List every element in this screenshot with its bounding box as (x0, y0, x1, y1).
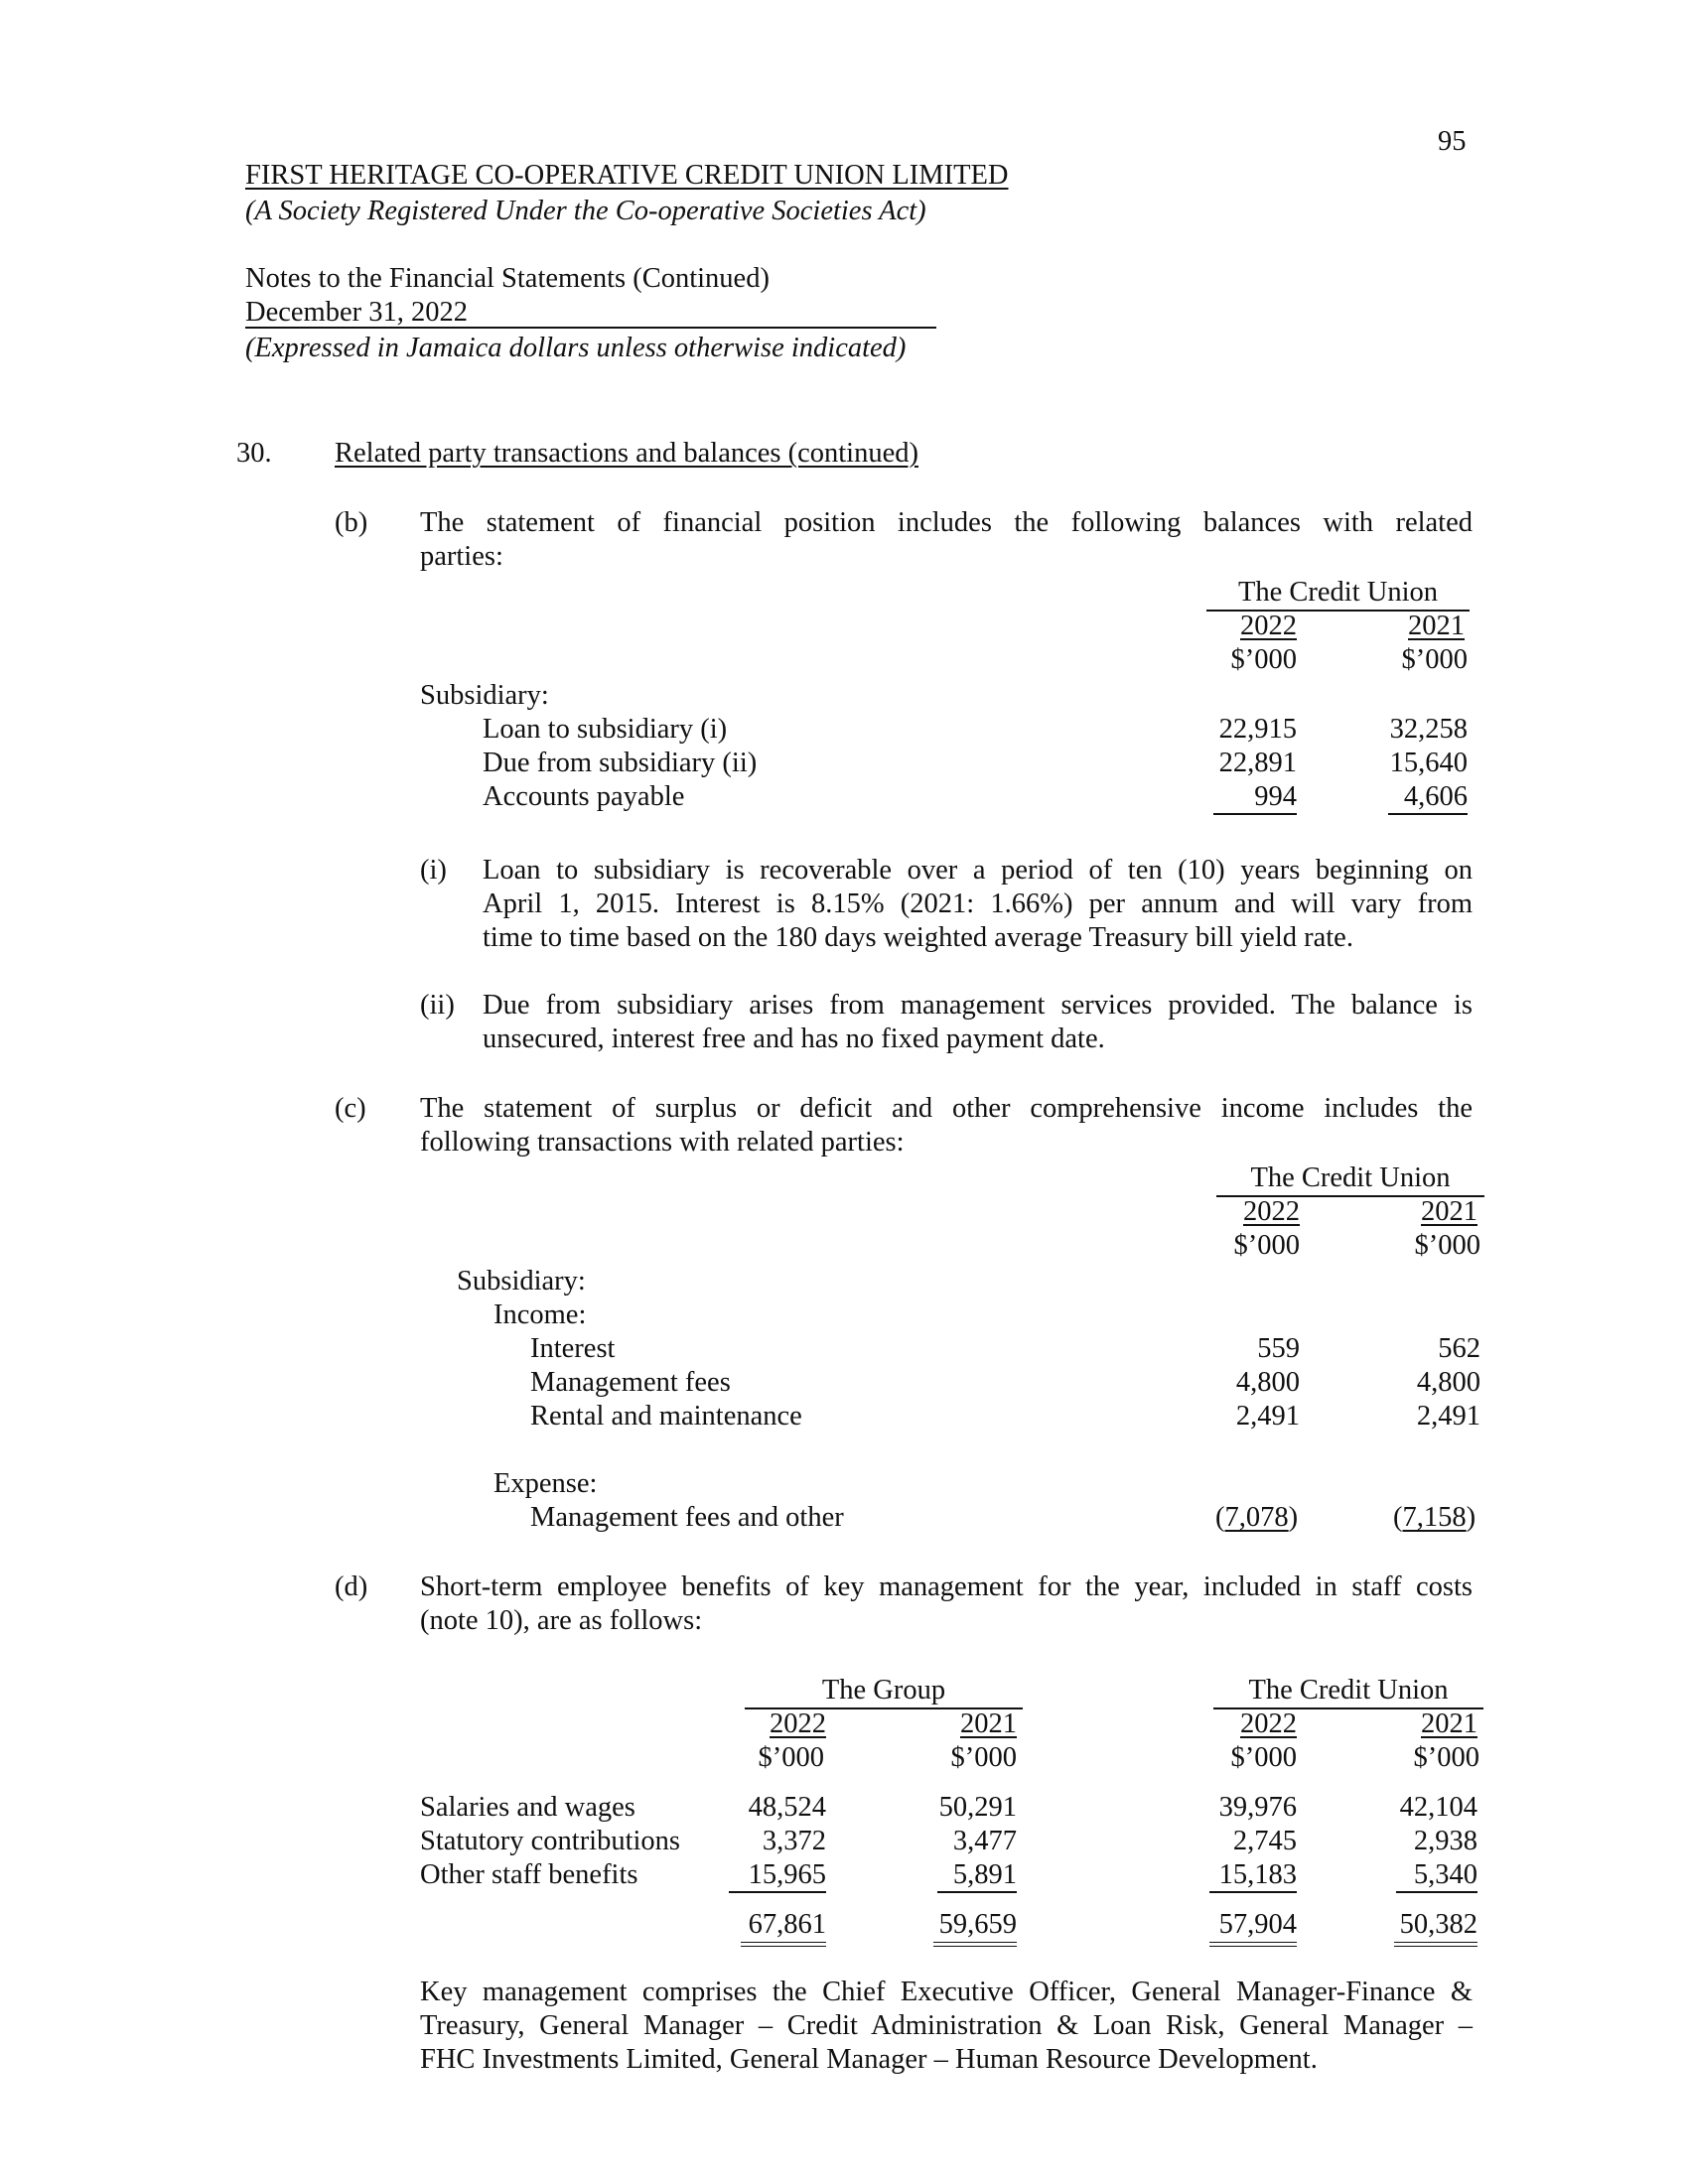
c-income-row-label: Rental and maintenance (530, 1401, 802, 1432)
item-b-intro-line2: parties: (420, 541, 503, 572)
c-table-group-header: The Credit Union (1250, 1162, 1451, 1193)
b-row-value-2022: 22,891 (1218, 748, 1297, 778)
d-year: 2022 (1240, 1708, 1297, 1739)
b-table-group-header: The Credit Union (1237, 577, 1439, 608)
key-management-line3: FHC Investments Limited, General Manager – Human Resource Development. (420, 2044, 1318, 2075)
b-row-value-2021: 4,606 (1403, 781, 1468, 812)
b-row-value-2021: 32,258 (1389, 714, 1468, 745)
b-total-rule-2021 (1388, 813, 1468, 815)
d-unit: $’000 (950, 1742, 1017, 1773)
c-expense-amount-2022: 7,078 (1224, 1502, 1289, 1533)
company-name: FIRST HERITAGE CO-OPERATIVE CREDIT UNION LIMITED (245, 160, 1009, 191)
d-row-value: 5,340 (1413, 1859, 1477, 1890)
b-row-value-2022: 994 (1254, 781, 1297, 812)
note-i-line1: Loan to subsidiary is recoverable over a period of ten (10) years beginning on (483, 855, 1473, 886)
item-c-intro-line1: The statement of surplus or deficit and other comprehensive income includes the (420, 1093, 1473, 1124)
b-table-section-label: Subsidiary: (420, 680, 549, 711)
c-income-value-2021: 4,800 (1416, 1367, 1480, 1398)
key-management-line2: Treasury, General Manager – Credit Administration & Loan Risk, General Manager – (420, 2010, 1473, 2041)
b-total-rule-2022 (1213, 813, 1297, 815)
b-row-value-2021: 15,640 (1389, 748, 1468, 778)
c-expense-row-label: Management fees and other (530, 1502, 844, 1533)
item-b-label: (b) (335, 507, 368, 538)
d-year: 2021 (960, 1708, 1017, 1739)
item-d-label: (d) (335, 1571, 368, 1602)
c-income-row-label: Management fees (530, 1367, 731, 1398)
d-group-header: The Group (821, 1675, 946, 1706)
c-subsidiary-label: Subsidiary: (457, 1266, 586, 1297)
section-title: Related party transactions and balances (continued) (335, 438, 918, 469)
b-table-unit-2021: $’000 (1401, 644, 1468, 675)
d-row-value: 2,745 (1232, 1826, 1297, 1856)
d-row-label: Statutory contributions (420, 1826, 681, 1856)
d-row-label: Salaries and wages (420, 1792, 635, 1823)
c-expense-value-2021: (7,158) (1393, 1502, 1477, 1533)
note-ii-line1: Due from subsidiary arises from management services provided. The balance is (483, 990, 1473, 1021)
item-d-intro-line2: (note 10), are as follows: (420, 1605, 703, 1636)
d-year: 2022 (770, 1708, 826, 1739)
d-total: 67,861 (748, 1909, 826, 1940)
c-table-year-2021: 2021 (1421, 1196, 1477, 1227)
d-row-value: 48,524 (748, 1792, 826, 1823)
item-b-intro-line1: The statement of financial position includes the following balances with related (420, 507, 1473, 538)
page-number: 95 (1438, 126, 1467, 157)
c-table-year-2022: 2022 (1243, 1196, 1300, 1227)
d-row-value: 15,965 (748, 1859, 826, 1890)
c-expense-amount-2021: 7,158 (1402, 1502, 1467, 1533)
c-income-value-2021: 2,491 (1416, 1401, 1480, 1432)
c-income-label: Income: (493, 1299, 587, 1330)
d-row-value: 3,372 (762, 1826, 826, 1856)
c-income-value-2022: 559 (1257, 1333, 1300, 1364)
d-row-value: 5,891 (952, 1859, 1017, 1890)
c-table-unit-2021: $’000 (1414, 1230, 1480, 1261)
d-row-value: 3,477 (952, 1826, 1017, 1856)
statement-date: December 31, 2022 (245, 297, 468, 328)
c-table-unit-2022: $’000 (1233, 1230, 1300, 1261)
c-income-row-label: Interest (530, 1333, 616, 1364)
d-unit: $’000 (1413, 1742, 1479, 1773)
d-subtotal-rule (1209, 1891, 1297, 1893)
d-total: 50,382 (1399, 1909, 1477, 1940)
c-income-value-2022: 4,800 (1235, 1367, 1300, 1398)
c-expense-value-2022: (7,078) (1215, 1502, 1299, 1533)
b-row-label: Accounts payable (483, 781, 685, 812)
b-table-year-2021: 2021 (1408, 611, 1465, 641)
currency-note: (Expressed in Jamaica dollars unless otherwise indicated) (245, 333, 907, 363)
d-total-double-rule (933, 1942, 1017, 1947)
note-ii-line2: unsecured, interest free and has no fixed payment date. (483, 1024, 1105, 1054)
d-row-value: 15,183 (1218, 1859, 1297, 1890)
c-income-value-2022: 2,491 (1235, 1401, 1300, 1432)
d-total-double-rule (741, 1942, 826, 1947)
note-i-line3: time to time based on the 180 days weighted average Treasury bill yield rate. (483, 922, 1353, 953)
c-income-value-2021: 562 (1438, 1333, 1480, 1364)
d-cu-header: The Credit Union (1248, 1675, 1449, 1706)
note-i-line2: April 1, 2015. Interest is 8.15% (2021: 1.66%) per annum and will vary from (483, 888, 1473, 919)
b-table-unit-2022: $’000 (1230, 644, 1297, 675)
section-number: 30. (236, 438, 272, 469)
d-subtotal-rule (1396, 1891, 1477, 1893)
b-table-year-2022: 2022 (1240, 611, 1297, 641)
d-row-value: 39,976 (1218, 1792, 1297, 1823)
key-management-line1: Key management comprises the Chief Executive Officer, General Manager-Finance & (420, 1977, 1473, 2007)
d-subtotal-rule (729, 1891, 826, 1893)
note-i-label: (i) (420, 855, 447, 886)
notes-title: Notes to the Financial Statements (Continued) (245, 263, 770, 294)
c-expense-label: Expense: (493, 1468, 598, 1499)
d-total: 59,659 (938, 1909, 1017, 1940)
note-ii-label: (ii) (420, 990, 455, 1021)
d-row-value: 2,938 (1413, 1826, 1477, 1856)
date-underline (245, 327, 936, 329)
registration-note: (A Society Registered Under the Co-operative Societies Act) (245, 196, 926, 226)
b-row-value-2022: 22,915 (1218, 714, 1297, 745)
item-d-intro-line1: Short-term employee benefits of key management for the year, included in staff costs (420, 1571, 1473, 1602)
d-unit: $’000 (758, 1742, 824, 1773)
d-total-double-rule (1394, 1942, 1477, 1947)
b-row-label: Due from subsidiary (ii) (483, 748, 758, 778)
d-year: 2021 (1421, 1708, 1477, 1739)
d-total-double-rule (1209, 1942, 1297, 1947)
d-row-value: 50,291 (938, 1792, 1017, 1823)
d-total: 57,904 (1218, 1909, 1297, 1940)
d-row-value: 42,104 (1399, 1792, 1477, 1823)
d-unit: $’000 (1230, 1742, 1297, 1773)
d-row-label: Other staff benefits (420, 1859, 638, 1890)
d-subtotal-rule (937, 1891, 1017, 1893)
item-c-label: (c) (335, 1093, 366, 1124)
b-row-label: Loan to subsidiary (i) (483, 714, 728, 745)
item-c-intro-line2: following transactions with related parties: (420, 1127, 905, 1158)
